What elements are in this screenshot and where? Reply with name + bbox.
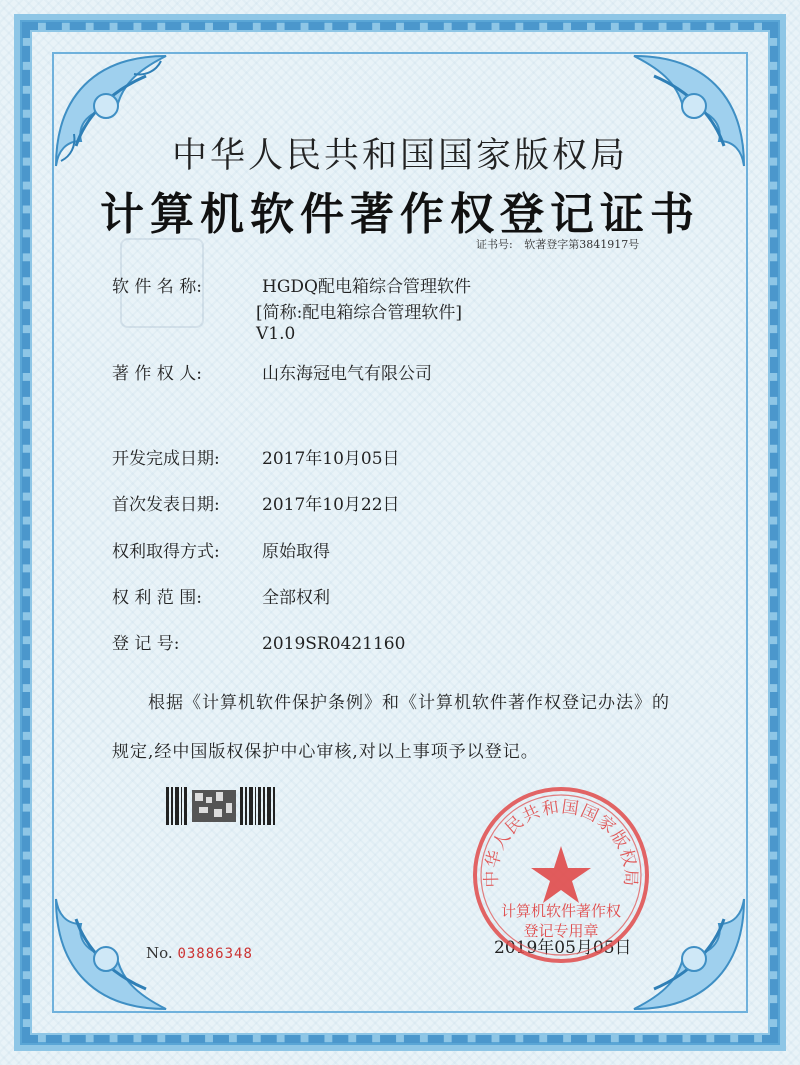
issue-date: 2019年05月05日 bbox=[494, 938, 632, 958]
owner-label: 著 作 权 人: bbox=[112, 364, 202, 384]
dev-date-value: 2017年10月05日 bbox=[262, 449, 400, 469]
dev-date-label: 开发完成日期: bbox=[112, 449, 220, 469]
serial-number bbox=[146, 944, 253, 962]
seal-arc-text: 中华人民共和国国家版权局 bbox=[481, 797, 641, 888]
seal-line-1: 计算机软件著作权 bbox=[500, 902, 621, 920]
software-name-value: HGDQ配电箱综合管理软件 bbox=[262, 277, 471, 297]
scope-value: 全部权利 bbox=[262, 588, 330, 608]
acquire-row bbox=[112, 537, 330, 562]
acquire-label: 权利取得方式: bbox=[112, 542, 220, 562]
pub-date-value: 2017年10月22日 bbox=[262, 495, 400, 515]
serial-value: 03886348 bbox=[177, 946, 253, 962]
official-seal bbox=[470, 784, 652, 966]
software-name-label: 软 件 名 称: bbox=[112, 277, 202, 297]
issuer-title: 中华人民共和国国家版权局 bbox=[171, 136, 628, 176]
owner-row bbox=[112, 359, 432, 384]
acquire-value: 原始取得 bbox=[262, 542, 330, 562]
certificate-number-value: 软著登字第3841917号 bbox=[524, 238, 640, 251]
scope-row bbox=[112, 583, 330, 608]
software-short-name: [简称:配电箱综合管理软件] bbox=[256, 303, 462, 323]
software-name-row bbox=[112, 272, 471, 297]
statement-line-2: 规定,经中国版权保护中心审核,对以上事项予以登记。 bbox=[112, 742, 539, 762]
pub-date-label: 首次发表日期: bbox=[112, 495, 220, 515]
reg-no-row bbox=[112, 629, 405, 654]
dev-date-row bbox=[112, 444, 400, 469]
owner-value: 山东海冠电气有限公司 bbox=[262, 364, 432, 384]
pub-date-row bbox=[112, 490, 400, 515]
scope-label: 权 利 范 围: bbox=[112, 588, 202, 608]
reg-no-value: 2019SR0421160 bbox=[262, 634, 406, 654]
certificate-number-label: 证书号: bbox=[476, 238, 513, 251]
certificate-title: 计算机软件著作权登记证书 bbox=[100, 189, 700, 240]
software-version: V1.0 bbox=[256, 324, 296, 344]
serial-label: No. bbox=[146, 944, 173, 962]
reg-no-label: 登 记 号: bbox=[112, 634, 180, 654]
seal-line-2: 登记专用章 bbox=[523, 922, 599, 940]
statement-line-1: 根据《计算机软件保护条例》和《计算机软件著作权登记办法》的 bbox=[148, 693, 670, 713]
barcode-icon bbox=[166, 787, 278, 825]
certificate-number bbox=[476, 236, 639, 252]
